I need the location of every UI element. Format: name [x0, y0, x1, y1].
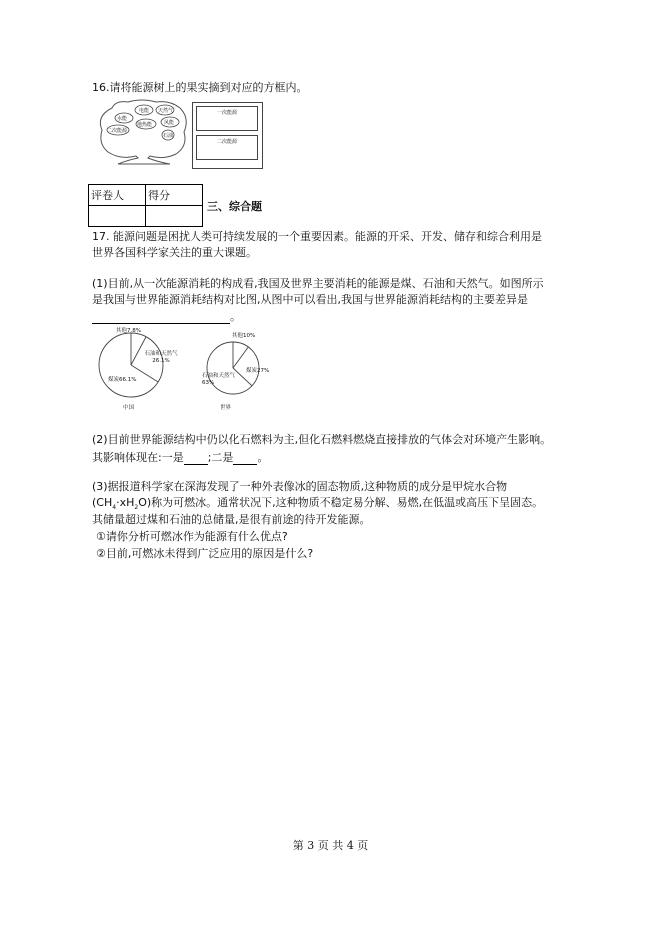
formula-part: ·xH	[116, 496, 135, 509]
q17-part3-line1: (3)据报道科学家在深海发现了一种外表像冰的固态物质,这种物质的成分是甲烷水合物	[92, 480, 508, 493]
fruit-label: 二次能源	[107, 128, 128, 134]
part2-text-b: ;二是	[207, 451, 234, 464]
q17-part3-question2: ②目前,可燃冰未得到广泛应用的原因是什么?	[96, 547, 314, 560]
q17-part3-question1: ①请你分析可燃冰作为能源有什么优点?	[96, 530, 288, 543]
formula-part: (CH	[92, 496, 113, 509]
q17-intro-line1: 17. 能源问题是困扰人类可持续发展的一个重要因素。能源的开采、开发、储存和综合利用是	[92, 230, 542, 243]
box-label: 一次能源	[216, 110, 237, 116]
formula-subscript: 4	[112, 504, 117, 512]
fruit-label: 电能	[139, 108, 150, 114]
fruit-label: 石油	[163, 133, 174, 139]
pie-title-world: 世界	[220, 405, 232, 411]
page-footer: 第 3 页 共 4 页	[292, 839, 369, 852]
part2-text-c: 。	[257, 451, 269, 464]
grader-header: 评卷人	[89, 185, 146, 206]
box-label: 二次能源	[216, 139, 237, 145]
score-table	[88, 184, 203, 227]
fruit-label: 水能	[117, 116, 128, 122]
pie-title-china: 中国	[123, 405, 135, 411]
grader-cell	[89, 206, 146, 227]
pie-label-world-oilgas: 石油和天然气63%	[202, 373, 236, 386]
q17-part2-line1: (2)目前世界能源结构中仍以化石燃料为主,但化石燃料燃烧直接排放的气体会对环境产生影响。	[92, 433, 552, 446]
score-header: 得分	[146, 185, 203, 206]
pie-label-china-coal: 煤炭66.1%	[108, 377, 137, 383]
fruit-label: 天然气	[158, 108, 174, 114]
secondary-energy-box[interactable]	[196, 135, 258, 160]
pie-label-china-other: 其他7.8%	[116, 328, 141, 334]
q17-part3-line3: 其储量超过煤和石油的总储量,是很有前途的待开发能源。	[92, 513, 371, 526]
primary-energy-box[interactable]	[196, 106, 258, 131]
answer-blank[interactable]	[184, 454, 208, 465]
pie-label-china-oilgas: 石油和天然气26.1%	[144, 351, 178, 364]
answer-blank[interactable]	[233, 454, 257, 465]
q17-part1-line1: (1)目前,从一次能源消耗的构成看,我国及世界主要消耗的能源是煤、石油和天然气。如图所示	[92, 277, 544, 290]
answer-blank[interactable]	[92, 313, 230, 324]
q17-part1-answer	[92, 309, 241, 324]
pie-chart-china	[99, 333, 163, 397]
score-cell	[146, 206, 203, 227]
part2-text-a: 其影响体现在:一是	[92, 451, 184, 464]
fruit-label: 地热能	[137, 122, 153, 128]
section-heading: 三、综合题	[207, 200, 262, 213]
sentence-end: 。	[230, 310, 241, 323]
pie-label-world-other: 其他10%	[232, 333, 256, 339]
fruit-label: 风能	[164, 120, 175, 126]
formula-subscript: 2	[134, 504, 139, 512]
q17-intro-line2: 世界各国科学家关注的重大课题。	[92, 246, 257, 259]
q17-part2-line2	[92, 450, 268, 465]
formula-part: O)称为可燃冰。通常状况下,这种物质不稳定易分解、易燃,在低温或高压下呈固态。	[138, 496, 544, 509]
q17-part1-line2: 是我国与世界能源消耗结构对比图,从图中可以看出,我国与世界能源消耗结构的主要差异是	[92, 293, 528, 306]
question-16-text: 16.请将能源树上的果实摘到对应的方框内。	[92, 81, 308, 94]
pie-label-world-coal: 煤炭27%	[246, 368, 270, 374]
